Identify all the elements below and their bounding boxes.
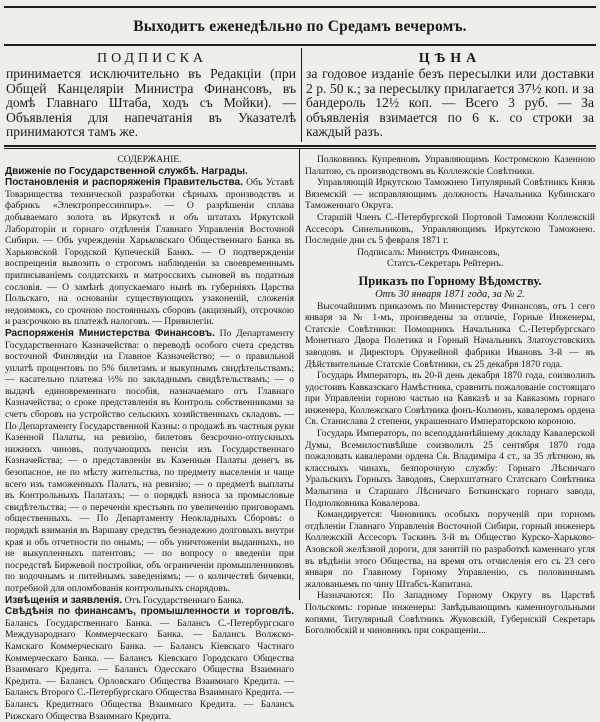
appointment-paragraph: Управляющій Иркутскою Таможнею Титулярный Совѣтникъ Князь Вяземскій — исправляющимъ должность Начальника Кубинскаго Таможеннаго Округа. [305, 177, 595, 212]
order-date: Отъ 30 января 1871 года, за № 2. [375, 288, 525, 300]
order-paragraph: Государь Императоръ, по всеподданнѣйшему докладу Кавалерской Думы, Всемилостивѣйше соизволилъ 25 сентября 1870 года пожаловать кавалерами ордена Св. Владиміра 4 ст., за 35 лѣтнюю, въ классныхъ чинахъ, безпорочную службу: Горнаго Лѣсничаго Уральскихъ Горныхъ Заводовъ, Сверхштатнаго Статскаго Совѣтника Малыгина и Старшаго Лѣсничаго Боткинскаго горнаго завода, Подполковника Ковалерова. [305, 428, 595, 509]
masthead-divider [301, 48, 302, 142]
subscription-heading: ПОДПИСКА [96, 51, 208, 66]
order-paragraph: Назначаются: По Западному Горному Округу въ Царствѣ Польскомъ: горные инженеры: Завѣдывающимъ каменноугольными копями, Титулярный Совѣтникъ Жуковскій, Губернскій Секретарь Боголюбскій и чиновникъ при сокращеніи... [305, 590, 595, 637]
contents-heading: СОДЕРЖАНІЕ. [117, 154, 182, 165]
orders-column [305, 154, 595, 637]
order-title: Приказъ по Горному Вѣдомству. [358, 273, 542, 288]
order-paragraph: Командируется: Чиновникъ особыхъ порученій при горномъ отдѣленіи Главнаго Управленія Восточной Сибири, горный инженеръ Коллежскій Ассесоръ Таскинъ 3-й въ Общество Курско-Харьково-Азовской желѣзной дороги, для занятій по разработкѣ каменнаго угля въ вѣдѣніи этого Общества, на время отъ отчисленія его съ 23 сего января по Главному Горному Управленію, съ половиннымъ жалованьемъ по чину Штабсъ-Капитана. [305, 509, 595, 590]
masthead-bottom-rule [4, 145, 596, 147]
signature-line: Подписалъ: Министръ Финансовъ, [357, 246, 500, 258]
order-paragraph: Высочайшимъ приказомъ по Министерству Финансовъ, отъ 1 сего января за № 1-мъ, произведены за отличіе, Горные Инженеры, Статскіе Совѣтники: Помощникъ Начальника С.-Петербургскаго Монетнаго Двора Полетика и Горный Начальникъ Златоустовскихъ заводовъ и Директоръ Оружейной фабрики Ивановъ 3-й — въ Дѣйствительные Статскіе Совѣтники, съ 25 декабря 1870 года. [305, 300, 595, 370]
section-body-ministry: По Департаменту Государственнаго Казначейства: о переводѣ особого счета средствъ восточной Финляндіи на Главное Казначейство; — о правильной уплатѣ процентовъ по 5% билетамъ и выкупнымъ свидѣтельствамъ; — касательно платежа ½% по закладнымъ свидѣтельствамъ; — о выдачѣ единовременнаго пособія, назначаемаго отъ Главнаго Казначейства; о сроке представленія въ Контроль собственниками за счетъ сборовъ на устройство сельскихъ хозяйственныхъ складовъ. — По Департаменту Государственной Казны: о продажѣ въ частныя руки Казенной Палаты, на ревизію, билетовъ безсрочно-отпускныхъ нижнихъ чиновъ, получающихъ пенсіи изъ Государственнаго Казначейства; — о представленіи въ Казенныя Палаты денегъ въ безопасное, не по мѣсту жительства, по предмету выселенія и чаще всего изъ таможенныхъ Палатъ, на ревизію; — о предметѣ выплаты въ Контрольныхъ Палатахъ; — о порядкѣ взноса за промысловые свидѣтельства; — о переченіи крестьянъ по увеличенію приговорамъ общественныхъ. — По Департаменту Неокладныхъ Сборовъ: о порядкѣ взиманія въ Варшаву средствъ безнадежно долговыхъ внутри края и объ отчетности по онымъ; — объ уничтоженіи выданныхъ, но не выкупленныхъ патентовъ; — по вопросу о введеніи при посредствѣ Биржевой постройки, объ ограниченіи промышленниковъ по водочнымъ и питейнымъ заведеніямъ; — о количествѣ бичевки, потребной для опломбованія контрольныхъ снарядовъ. [5, 327, 295, 594]
section-body-finance: Балансъ Государственнаго Банка. — Балансъ С.-Петербургскаго Международнаго Коммерческаго Банка. — Балансъ Волжско-Камскаго Коммерческаго Банка. — Балансъ Кіевскаго Частнаго Коммерческаго Банка. — Балансъ Кіевскаго Городскаго Общества Взаимнаго Кредита. — Балансъ Одесскаго Общества Взаимнаго Кредита. — Балансъ Орловскаго Общества Взаимнаго Кредита. — Балансъ Второго С.-Петербургскаго Общества Взаимнаго Кредита. — Балансъ Кредитнаго Общества Взаимнаго Кредита. — Балансъ Рижскаго Общества Взаимнаго Кредита. [5, 617, 294, 722]
section-title-finance[interactable]: Свѣдѣнія по финансамъ, промышленности и торговлѣ. [5, 606, 294, 618]
order-paragraph: Государь Императоръ, въ 20-й день декабря 1870 года, соизволилъ удостоивъ Кавказскаго Намѣстника, сравнить пожалованіе состоящаго при Управленіи горною частью на Кавказѣ и за Кавказомъ горнаго инженера, Коллежскаго Совѣтника фонъ-Колмонъ, кавалеромъ ордена Св. Станислава 2 степени, украшеннаго Императорскою короною. [305, 370, 595, 428]
banner-bottom-rule [4, 44, 596, 46]
price-heading: ЦѢНА [418, 51, 482, 66]
section-title-government[interactable]: Постановленія и распоряженія Правительства. [5, 177, 243, 189]
section-body-government: Объ Уставѣ Товарищества технической разработки сѣрныхъ производствъ и фабрикъ «Электропрессинпиръ». — О разрѣшеніи сплава добываемаго золота въ Иркутскѣ и объ штатахъ Иркутской Лабораторіи и горнаго отдѣленія Главнаго Управленія Восточной Сибири. — Объ учрежденіи Харьковскаго Общественнаго Банка въ Харьковской Городской Купеческій Банкъ. — О подтвержденіи воспрещенія вывозить о строгомъ наблюденіи за своевременнымъ приписываніемъ солдатскихъ и матросскихъ сыновей въ податныя сословія. — О замѣнѣ допускаемаго нынѣ въ губерніяхъ Царства Польскаго, на основаніи существующихъ узаконеній, сложенія недоимокъ, со срочною постоянныхъ сборовъ (акцизный), отсрочкою и разсрочкою въ платежѣ налоговъ. — Привилегіи. [5, 177, 295, 328]
appointment-paragraph: Полковникъ Купреяновъ Управляющимъ Костромскою Казенною Палатою, съ производствомъ въ Коллежскіе Совѣтники. [305, 154, 595, 177]
signature-name: Статсъ-Секретарь Рейтернъ. [387, 258, 504, 270]
publication-banner: Выходитъ еженедѣльно по Средамъ вечеромъ. [133, 18, 467, 35]
top-rule [4, 6, 596, 8]
section-title-notices[interactable]: Извѣщенія и заявленія. [5, 594, 123, 606]
section-title-ministry[interactable]: Распоряженія Министерства Финансовъ. [5, 327, 215, 339]
masthead-bottom-rule-2 [4, 148, 596, 149]
section-body-notices: Отъ Государственнаго Банка. [124, 594, 244, 606]
subscription-text: принимается исключительно въ Редакціи (при Общей Канцеляріи Министра Финансовъ, въ домѣ Главнаго Штаба, ходъ съ Мойки). — Объявленія для напечатанія въ Указателѣ принимаются тамъ же. [6, 66, 296, 140]
section-title-service[interactable]: Движеніе по Государственной службѣ. Награды. [5, 165, 248, 177]
column-divider [299, 149, 300, 600]
price-text: за годовое изданіе безъ пересылки или доставки 2 р. 50 к.; за пересылку прилагается 37½ коп. и за бандероль 12½ коп. — Всего 3 руб. — За объявленія взимается по 6 к. со строки за каждый разъ. [306, 66, 594, 140]
appointment-paragraph: Старшій Членъ С.-Петербургской Портовой Таможни Коллежскій Ассесоръ Синельниковъ, Управляющимъ Иркутскою Таможнею. Последніе дни съ 5 февраля 1871 г. [305, 211, 595, 247]
contents-column [5, 154, 295, 722]
